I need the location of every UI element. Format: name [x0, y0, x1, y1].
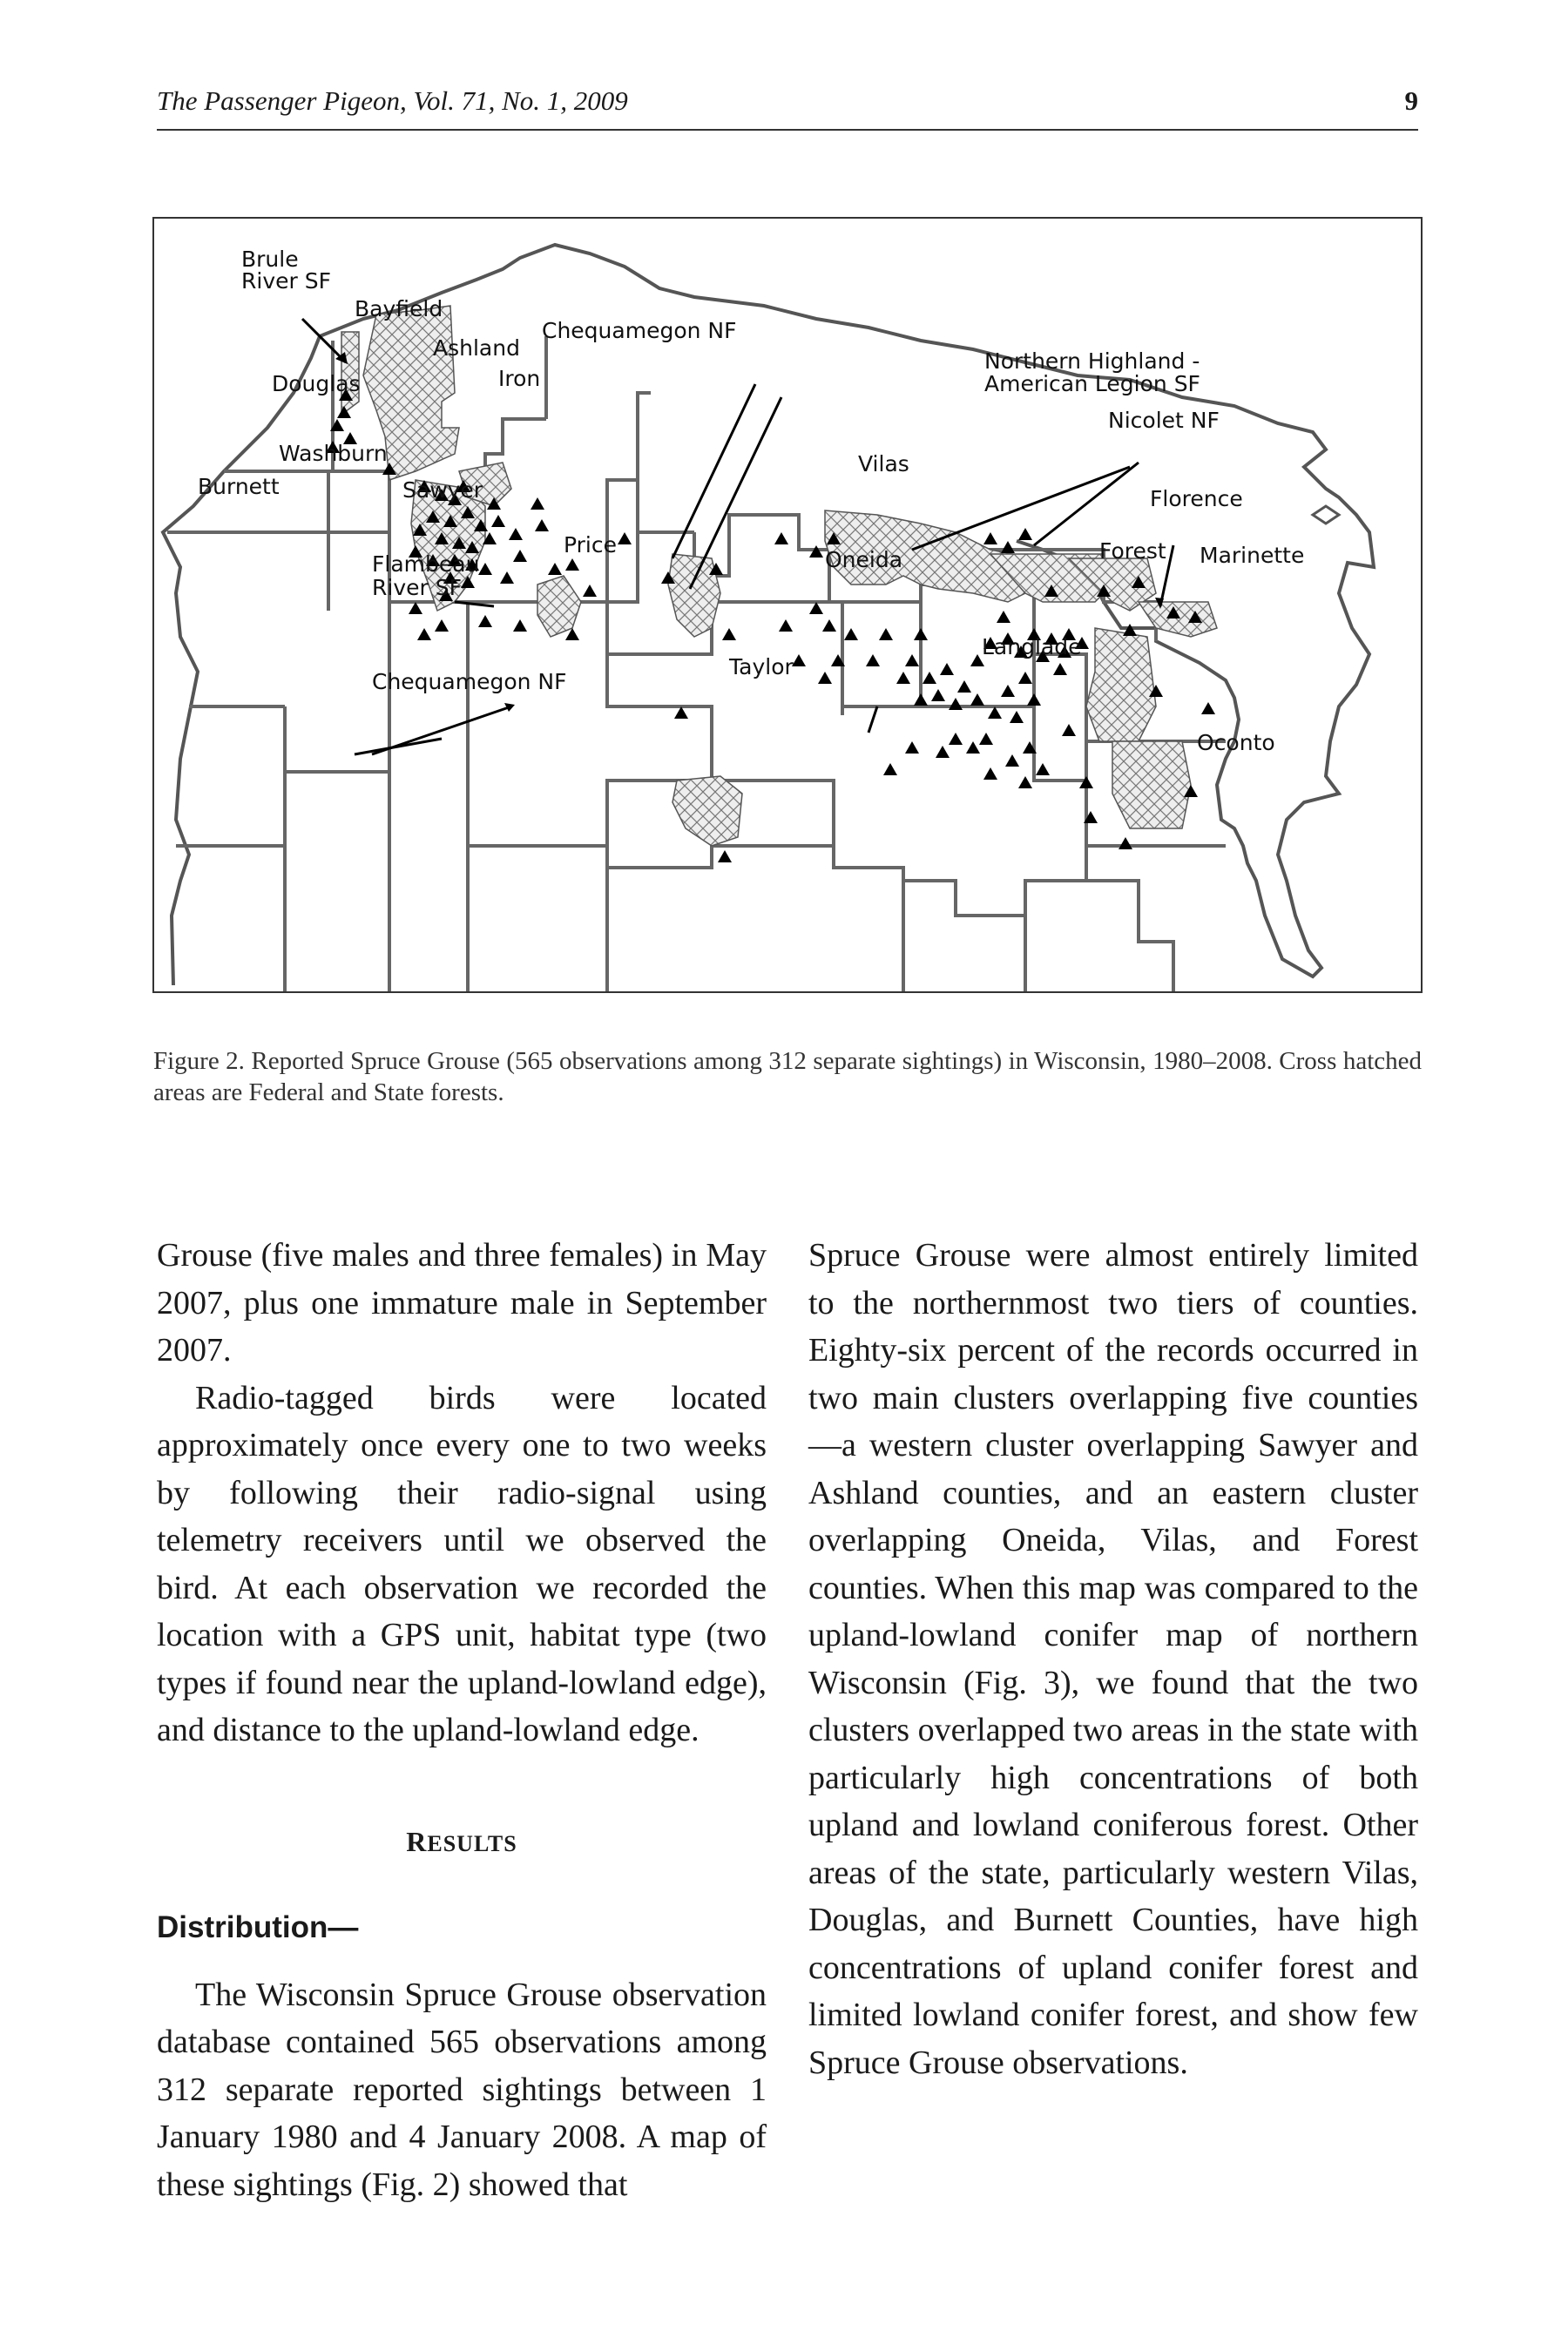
label-iron: Iron	[498, 366, 541, 391]
section-heading-results	[157, 1817, 767, 1869]
label-marinette: Marinette	[1200, 543, 1305, 568]
paragraph: Radio-tagged birds were located approximately once every one to two weeks by following their radio-signal using telemetry receivers until we observed the bird. At each observation we recorded the location with a GPS unit, habitat type (two types if found near the upland-lowland edge), and distance to the upland-lowland edge.	[157, 1379, 767, 1748]
label-chequamegon-nf-bottom: Chequamegon NF	[372, 669, 567, 694]
label-ashland: Ashland	[433, 335, 520, 361]
label-oconto: Oconto	[1197, 730, 1275, 755]
wisconsin-map	[154, 219, 1421, 991]
paragraph: Grouse (five males and three females) in May 2007, plus one immature male in September 2007.	[157, 1237, 767, 1369]
label-burnett: Burnett	[198, 474, 280, 499]
label-price: Price	[564, 532, 617, 558]
sighting-markers	[326, 389, 1215, 862]
subheading-distribution: Distribution—	[157, 1910, 359, 1944]
right-column	[808, 1232, 1418, 2086]
label-flambeau-sf: River SF	[372, 575, 462, 600]
left-column	[157, 1232, 767, 2208]
label-northern-highland: Northern Highland -	[984, 348, 1200, 374]
figure-caption: Figure 2. Reported Spruce Grouse (565 observations among 312 separate sightings) in Wisconsin, 1980–2008. Cross hatched areas are Federal and State forests.	[153, 1047, 1422, 1106]
label-chequamegon-nf-top: Chequamegon NF	[542, 318, 737, 343]
label-flambeau: Flambeau	[372, 551, 480, 577]
label-washburn: Washburn	[279, 441, 388, 466]
results-head-initial: R	[406, 1825, 428, 1857]
label-sawyer: Sawyer	[402, 477, 483, 503]
paragraph: Spruce Grouse were almost entirely limited to the northernmost two tiers of counties. Eighty-six percent of the records occurred in two main clusters overlapping five counties—a western cluster overlapping Sawyer and Ashland counties, and an eastern cluster overlapping Oneida, Vilas, and Forest counties. When this map was compared to the upland-lowland conifer map of northern Wisconsin (Fig. 3), we found that the two clusters overlapped two areas in the state with particularly high concentrations of both upland and lowland coniferous forest. Other areas of the state, particularly western Vilas, Douglas, and Burnett Counties, have high concentrations of upland conifer forest and limited lowland conifer forest, and show few Spruce Grouse observations.	[808, 1237, 1418, 2081]
label-vilas: Vilas	[858, 451, 909, 476]
label-langlade: Langlade	[982, 634, 1082, 659]
label-oneida: Oneida	[825, 547, 903, 572]
label-forest: Forest	[1099, 538, 1166, 564]
label-taylor: Taylor	[729, 654, 794, 679]
label-brule-sf: River SF	[241, 268, 331, 294]
county-lines	[167, 336, 1226, 991]
label-bayfield: Bayfield	[355, 296, 443, 321]
label-brule: Brule	[241, 247, 299, 272]
results-head-rest: ESULTS	[427, 1830, 517, 1856]
page-number: 9	[1404, 85, 1418, 116]
label-american-legion-sf: American Legion SF	[984, 371, 1200, 396]
journal-title: The Passenger Pigeon, Vol. 71, No. 1, 2009	[157, 85, 628, 116]
label-nicolet-nf: Nicolet NF	[1108, 408, 1220, 433]
state-outline-west	[163, 336, 320, 985]
running-head	[157, 85, 1418, 131]
figure-map	[152, 217, 1423, 993]
label-douglas: Douglas	[272, 371, 361, 396]
label-florence: Florence	[1150, 486, 1243, 511]
paragraph: The Wisconsin Spruce Grouse observation database contained 565 observations among 312 separate reported sightings between 1 January 1980 and 4 January 2008. A map of these sightings (Fig. 2) showed that	[157, 1976, 767, 2203]
